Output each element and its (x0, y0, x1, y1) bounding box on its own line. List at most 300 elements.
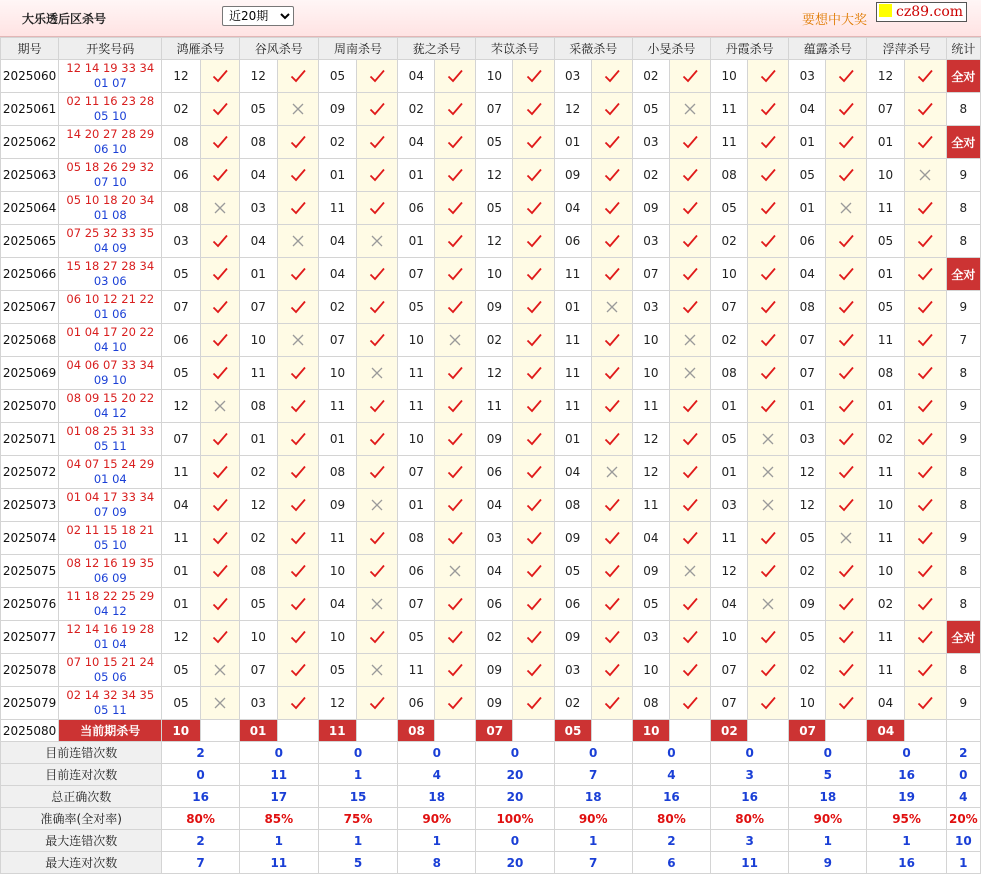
kill-number: 04 (476, 555, 513, 588)
check-icon (591, 225, 632, 258)
check-icon (748, 192, 789, 225)
check-icon (513, 555, 554, 588)
kill-number: 08 (398, 522, 435, 555)
cross-icon (277, 225, 318, 258)
issue-cell: 2025070 (1, 390, 59, 423)
stats-value: 7 (554, 764, 632, 786)
row-stat: 9 (946, 423, 980, 456)
stats-row (1, 764, 981, 786)
kill-number: 12 (318, 687, 356, 720)
draw-numbers (59, 654, 162, 687)
kill-number: 09 (476, 654, 513, 687)
kill-number: 08 (162, 192, 200, 225)
kill-number: 05 (162, 258, 200, 291)
kill-number: 05 (711, 192, 748, 225)
empty-cell (826, 720, 867, 742)
check-icon (748, 60, 789, 93)
kill-number: 05 (162, 687, 200, 720)
period-select[interactable] (222, 6, 294, 26)
kill-number: 07 (711, 654, 748, 687)
table-row (1, 126, 981, 159)
kill-number: 02 (711, 324, 748, 357)
check-icon (513, 357, 554, 390)
kill-number: 04 (554, 192, 591, 225)
empty-cell (946, 720, 980, 742)
stats-value: 2 (632, 830, 710, 852)
kill-number: 08 (162, 126, 200, 159)
stats-value: 1 (946, 852, 980, 874)
cross-icon (748, 456, 789, 489)
kill-number: 03 (789, 60, 826, 93)
check-icon (200, 522, 239, 555)
check-icon (277, 522, 318, 555)
draw-numbers (59, 159, 162, 192)
kill-number: 06 (789, 225, 826, 258)
back-numbers: 05 11 (93, 703, 127, 717)
row-stat: 全对 (946, 126, 980, 159)
kill-number: 12 (239, 60, 277, 93)
stats-value: 10 (946, 830, 980, 852)
kill-number: 09 (476, 687, 513, 720)
cross-icon (200, 192, 239, 225)
kill-number: 04 (711, 588, 748, 621)
check-icon (435, 192, 476, 225)
check-icon (513, 588, 554, 621)
table-row (1, 225, 981, 258)
check-icon (748, 291, 789, 324)
stats-value: 20 (476, 764, 554, 786)
check-icon (904, 192, 946, 225)
kill-number: 11 (398, 357, 435, 390)
stats-value: 100% (476, 808, 554, 830)
check-icon (669, 159, 710, 192)
kill-number: 10 (239, 324, 277, 357)
kill-number: 01 (398, 225, 435, 258)
stats-value: 0 (867, 742, 946, 764)
kill-number: 10 (711, 258, 748, 291)
cross-icon (200, 390, 239, 423)
kill-number: 11 (162, 456, 200, 489)
check-icon (748, 159, 789, 192)
stats-value: 85% (239, 808, 318, 830)
check-icon (591, 60, 632, 93)
draw-numbers (59, 423, 162, 456)
kill-number: 02 (476, 324, 513, 357)
check-icon (277, 456, 318, 489)
kill-number: 07 (711, 687, 748, 720)
check-icon (513, 390, 554, 423)
draw-numbers (59, 291, 162, 324)
slogan-text: 要想中大奖 (802, 13, 868, 28)
front-numbers: 04 07 15 24 29 (66, 457, 155, 471)
draw-numbers (59, 687, 162, 720)
history-body (1, 60, 981, 720)
kill-number: 11 (239, 357, 277, 390)
kill-number: 07 (162, 291, 200, 324)
stats-value: 4 (632, 764, 710, 786)
kill-number: 12 (476, 159, 513, 192)
kill-number: 11 (632, 390, 669, 423)
table-row (1, 291, 981, 324)
stats-value: 19 (867, 786, 946, 808)
draw-numbers (59, 621, 162, 654)
kill-number: 10 (632, 654, 669, 687)
site-logo[interactable] (876, 2, 967, 22)
check-icon (826, 456, 867, 489)
check-icon (591, 159, 632, 192)
draw-numbers (59, 555, 162, 588)
issue-cell: 2025069 (1, 357, 59, 390)
kill-number: 09 (476, 291, 513, 324)
check-icon (669, 456, 710, 489)
issue-cell: 2025076 (1, 588, 59, 621)
row-stat: 全对 (946, 60, 980, 93)
back-numbers: 01 07 (93, 76, 127, 90)
kill-number: 05 (318, 654, 356, 687)
stats-value: 0 (476, 742, 554, 764)
stats-value: 90% (398, 808, 476, 830)
issue-cell: 2025061 (1, 93, 59, 126)
stats-value: 0 (476, 830, 554, 852)
kill-number: 04 (318, 588, 356, 621)
draw-numbers (59, 225, 162, 258)
check-icon (435, 60, 476, 93)
check-icon (748, 258, 789, 291)
stats-value: 1 (789, 830, 867, 852)
cross-icon (357, 489, 398, 522)
check-icon (591, 522, 632, 555)
empty-cell (277, 720, 318, 742)
check-icon (513, 687, 554, 720)
stats-value: 1 (398, 830, 476, 852)
kill-number: 08 (632, 687, 669, 720)
row-stat: 9 (946, 291, 980, 324)
kill-number: 11 (867, 522, 904, 555)
front-numbers: 02 11 15 18 21 (66, 523, 155, 537)
kill-number: 10 (476, 258, 513, 291)
check-icon (748, 654, 789, 687)
check-icon (277, 687, 318, 720)
check-icon (669, 126, 710, 159)
kill-number: 06 (398, 555, 435, 588)
kill-number: 12 (162, 60, 200, 93)
kill-number: 05 (632, 588, 669, 621)
check-icon (513, 489, 554, 522)
check-icon (513, 522, 554, 555)
check-icon (200, 159, 239, 192)
cross-icon (591, 291, 632, 324)
kill-number: 10 (318, 357, 356, 390)
column-header: 莸之杀号 (398, 38, 476, 60)
kill-number: 05 (867, 291, 904, 324)
stats-value: 16 (711, 786, 789, 808)
check-icon (277, 258, 318, 291)
check-icon (435, 522, 476, 555)
kill-number: 08 (239, 126, 277, 159)
draw-numbers (59, 588, 162, 621)
check-icon (435, 621, 476, 654)
current-body (1, 720, 981, 742)
stats-value: 20% (946, 808, 980, 830)
column-header: 蕴露杀号 (789, 38, 867, 60)
kill-number: 05 (398, 291, 435, 324)
stats-row (1, 830, 981, 852)
check-icon (513, 225, 554, 258)
current-kill-number: 08 (398, 720, 435, 742)
check-icon (435, 291, 476, 324)
kill-number: 01 (398, 159, 435, 192)
kill-number: 06 (554, 588, 591, 621)
kill-number: 07 (162, 423, 200, 456)
stats-value: 18 (398, 786, 476, 808)
stats-value: 4 (946, 786, 980, 808)
kill-number: 09 (554, 159, 591, 192)
check-icon (669, 522, 710, 555)
cross-icon (904, 159, 946, 192)
kill-number: 01 (554, 126, 591, 159)
row-stat: 全对 (946, 258, 980, 291)
check-icon (435, 126, 476, 159)
check-icon (200, 225, 239, 258)
check-icon (435, 456, 476, 489)
table-row (1, 93, 981, 126)
check-icon (826, 489, 867, 522)
kill-number: 10 (789, 687, 826, 720)
kill-number: 12 (476, 225, 513, 258)
empty-cell (748, 720, 789, 742)
check-icon (904, 126, 946, 159)
stats-label: 最大连对次数 (1, 852, 162, 874)
current-kill-number: 05 (554, 720, 591, 742)
front-numbers: 08 09 15 20 22 (66, 391, 155, 405)
kill-number: 05 (476, 126, 513, 159)
row-stat: 9 (946, 159, 980, 192)
table-row (1, 588, 981, 621)
row-stat: 9 (946, 390, 980, 423)
kill-number: 10 (711, 60, 748, 93)
kill-number: 01 (867, 258, 904, 291)
cross-icon (200, 687, 239, 720)
kill-number: 11 (711, 126, 748, 159)
kill-number: 08 (554, 489, 591, 522)
stats-value: 0 (554, 742, 632, 764)
stats-value: 0 (946, 764, 980, 786)
kill-number: 01 (398, 489, 435, 522)
stats-value: 0 (789, 742, 867, 764)
draw-numbers (59, 60, 162, 93)
kill-number: 07 (239, 291, 277, 324)
kill-number: 12 (239, 489, 277, 522)
back-numbers: 04 12 (93, 604, 127, 618)
check-icon (904, 588, 946, 621)
kill-number: 11 (318, 522, 356, 555)
kill-number: 04 (398, 60, 435, 93)
check-icon (904, 291, 946, 324)
table-row (1, 489, 981, 522)
back-numbers: 01 06 (93, 307, 127, 321)
check-icon (435, 390, 476, 423)
check-icon (669, 390, 710, 423)
check-icon (435, 93, 476, 126)
issue-cell: 2025068 (1, 324, 59, 357)
empty-cell (904, 720, 946, 742)
check-icon (435, 225, 476, 258)
kill-number: 11 (318, 390, 356, 423)
issue-cell: 2025077 (1, 621, 59, 654)
check-icon (200, 126, 239, 159)
draw-numbers (59, 489, 162, 522)
kill-number: 12 (554, 93, 591, 126)
empty-cell (435, 720, 476, 742)
kill-number: 05 (789, 522, 826, 555)
kill-number: 09 (318, 93, 356, 126)
kill-number: 09 (476, 423, 513, 456)
check-icon (826, 588, 867, 621)
kill-number: 03 (632, 126, 669, 159)
stats-value: 0 (632, 742, 710, 764)
kill-number: 09 (318, 489, 356, 522)
cross-icon (357, 357, 398, 390)
row-stat: 7 (946, 324, 980, 357)
stats-value: 0 (711, 742, 789, 764)
stats-value: 1 (554, 830, 632, 852)
kill-number: 06 (398, 687, 435, 720)
check-icon (435, 654, 476, 687)
check-icon (357, 522, 398, 555)
kill-number: 05 (318, 60, 356, 93)
table-row (1, 654, 981, 687)
check-icon (826, 60, 867, 93)
stats-value: 80% (632, 808, 710, 830)
table-row (1, 192, 981, 225)
check-icon (277, 291, 318, 324)
check-icon (357, 192, 398, 225)
stats-value: 3 (711, 830, 789, 852)
kill-number: 09 (632, 192, 669, 225)
kill-number: 11 (867, 621, 904, 654)
check-icon (826, 390, 867, 423)
kill-number: 11 (711, 93, 748, 126)
check-icon (357, 291, 398, 324)
kill-number: 09 (632, 555, 669, 588)
empty-cell (591, 720, 632, 742)
kill-number: 10 (476, 60, 513, 93)
kill-number: 01 (789, 126, 826, 159)
check-icon (200, 588, 239, 621)
back-numbers: 05 11 (93, 439, 127, 453)
stats-row (1, 808, 981, 830)
check-icon (826, 93, 867, 126)
front-numbers: 15 18 27 28 34 (66, 259, 155, 273)
issue-cell: 2025067 (1, 291, 59, 324)
row-stat: 8 (946, 225, 980, 258)
kill-number: 07 (711, 291, 748, 324)
check-icon (826, 225, 867, 258)
kill-number: 02 (789, 654, 826, 687)
front-numbers: 07 25 32 33 35 (66, 226, 155, 240)
column-header: 鸿雁杀号 (162, 38, 239, 60)
back-numbers: 09 10 (93, 373, 127, 387)
cross-icon (669, 93, 710, 126)
current-kill-number: 10 (632, 720, 669, 742)
kill-number: 12 (789, 456, 826, 489)
kill-number: 11 (398, 390, 435, 423)
kill-number: 10 (632, 324, 669, 357)
front-numbers: 02 11 16 23 28 (66, 94, 155, 108)
kill-number: 12 (162, 621, 200, 654)
kill-number: 11 (398, 654, 435, 687)
check-icon (357, 93, 398, 126)
kill-number: 09 (554, 621, 591, 654)
kill-number: 04 (162, 489, 200, 522)
stats-value: 0 (398, 742, 476, 764)
kill-number: 07 (398, 456, 435, 489)
empty-cell (200, 720, 239, 742)
kill-number: 12 (632, 423, 669, 456)
check-icon (826, 324, 867, 357)
stats-value: 2 (162, 742, 239, 764)
check-icon (357, 621, 398, 654)
kill-number: 09 (554, 522, 591, 555)
check-icon (591, 621, 632, 654)
kill-number: 01 (318, 423, 356, 456)
cross-icon (669, 324, 710, 357)
check-icon (513, 192, 554, 225)
front-numbers: 11 18 22 25 29 (66, 589, 155, 603)
check-icon (513, 291, 554, 324)
column-header: 丹霞杀号 (711, 38, 789, 60)
kill-number: 02 (162, 93, 200, 126)
check-icon (435, 258, 476, 291)
kill-number: 10 (867, 489, 904, 522)
issue-cell: 2025079 (1, 687, 59, 720)
stats-value: 9 (789, 852, 867, 874)
check-icon (357, 456, 398, 489)
kill-number: 02 (476, 621, 513, 654)
kill-number: 11 (554, 357, 591, 390)
kill-number: 03 (476, 522, 513, 555)
check-icon (277, 588, 318, 621)
check-icon (357, 60, 398, 93)
check-icon (513, 93, 554, 126)
kill-number: 05 (162, 357, 200, 390)
front-numbers: 06 10 12 21 22 (66, 292, 155, 306)
kill-number: 01 (239, 258, 277, 291)
kill-number: 02 (632, 60, 669, 93)
check-icon (748, 522, 789, 555)
stats-value: 80% (711, 808, 789, 830)
kill-number: 05 (554, 555, 591, 588)
check-icon (669, 489, 710, 522)
kill-number: 01 (789, 192, 826, 225)
kill-number: 04 (632, 522, 669, 555)
kill-number: 10 (867, 159, 904, 192)
kill-number: 12 (162, 390, 200, 423)
check-icon (357, 126, 398, 159)
row-stat: 8 (946, 555, 980, 588)
check-icon (200, 456, 239, 489)
stats-value: 18 (789, 786, 867, 808)
draw-numbers (59, 192, 162, 225)
check-icon (277, 357, 318, 390)
check-icon (904, 357, 946, 390)
back-numbers: 04 12 (93, 406, 127, 420)
kill-number: 01 (318, 159, 356, 192)
kill-number: 11 (867, 192, 904, 225)
check-icon (357, 687, 398, 720)
check-icon (669, 291, 710, 324)
check-icon (591, 258, 632, 291)
